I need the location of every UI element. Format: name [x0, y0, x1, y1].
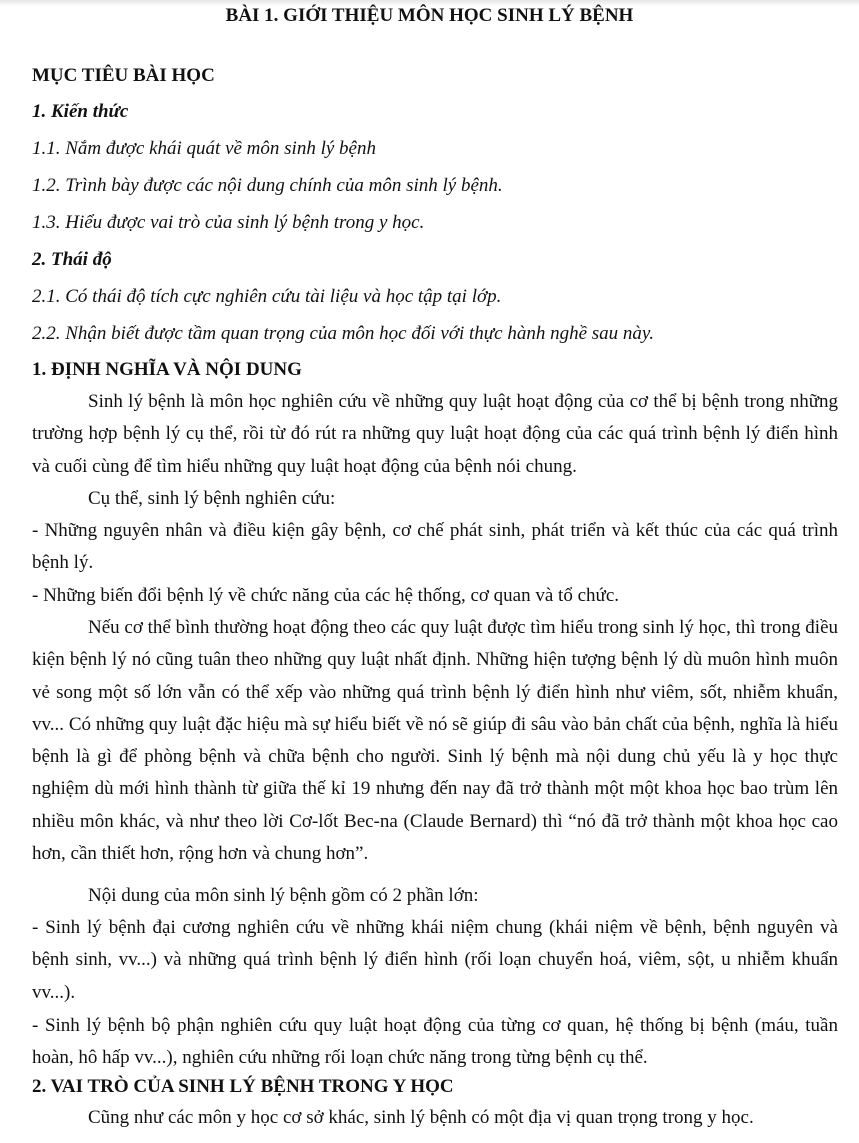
knowledge-heading: 1. Kiến thức [32, 101, 129, 122]
section2-heading: 2. VAI TRÒ CỦA SINH LÝ BỆNH TRONG Y HỌC [32, 1076, 454, 1097]
paragraph: Nội dung của môn sinh lý bệnh gồm có 2 phần lớn: [88, 885, 479, 906]
section1-heading: 1. ĐỊNH NGHĨA VÀ NỘI DUNG [32, 359, 302, 380]
bullet-item: - Sinh lý bệnh đại cương nghiên cứu về những khái niệm chung (khái niệm về bệnh, bệnh nguyên và bệnh sinh, vv...) và những quá trình bệnh lý điển hình (rối loạn chuyển hoá, viêm, sột, u nhiễm khuẩn vv...). [32, 917, 838, 1003]
objective-item: 2.2. Nhận biết được tầm quan trọng của môn học đối với thực hành nghề sau này. [32, 323, 655, 344]
objective-item: 1.2. Trình bày được các nội dung chính của môn sinh lý bệnh. [32, 175, 503, 196]
document-title: BÀI 1. GIỚI THIỆU MÔN HỌC SINH LÝ BỆNH [225, 5, 634, 26]
bullet-item: - Sinh lý bệnh bộ phận nghiên cứu quy luật hoạt động của từng cơ quan, hệ thống bị bệnh (máu, tuần hoàn, hô hấp vv...), nghiên cứu những rối loạn chức năng trong từng bệnh cụ thể. [32, 1015, 838, 1069]
attitude-heading: 2. Thái độ [32, 249, 112, 270]
bullet-item: - Những biến đổi bệnh lý về chức năng của các hệ thống, cơ quan và tổ chức. [32, 585, 619, 606]
objective-item: 1.3. Hiểu được vai trò của sinh lý bệnh trong y học. [32, 212, 425, 233]
objective-item: 1.1. Nắm được khái quát về môn sinh lý bệnh [32, 138, 376, 159]
paragraph: Nếu cơ thể bình thường hoạt động theo các quy luật được tìm hiểu trong sinh lý học, thì trong điều kiện bệnh lý nó cũng tuân theo những quy luật nhất định. Những hiện tượng bệnh lý dù muôn hình muôn vẻ song một số lớn vẫn có thể xếp vào những quá trình bệnh lý điển hình như viêm, sốt, nhiễm khuẩn, vv... Có những quy luật đặc hiệu mà sự hiểu biết về nó sẽ giúp đi sâu vào bản chất của bệnh, nghĩa là hiểu bệnh là gì để phòng bệnh và chữa bệnh cho người. Sinh lý bệnh mà nội dung chủ yếu là y học thực nghiệm dù mới hình thành từ giữa thế kỉ 19 nhưng đến nay đã trở thành một một khoa học bao trùm lên nhiều môn khác, và như theo lời Cơ-lốt Bec-na (Claude Bernard) thì “nó đã trở thành một khoa học cao hơn, cần thiết hơn, rộng hơn và chung hơn”. [32, 617, 838, 865]
paragraph: Cụ thể, sinh lý bệnh nghiên cứu: [88, 488, 336, 509]
paragraph: Sinh lý bệnh là môn học nghiên cứu về những quy luật hoạt động của cơ thể bị bệnh trong những trường hợp bệnh lý cụ thể, rồi từ đó rút ra những quy luật hoạt động của các quá trình bệnh lý điển hình và cuối cùng để tìm hiểu những quy luật hoạt động của bệnh nói chung. [32, 391, 838, 477]
objective-item: 2.1. Có thái độ tích cực nghiên cứu tài liệu và học tập tại lớp. [32, 286, 502, 307]
objectives-heading: MỤC TIÊU BÀI HỌC [32, 65, 215, 86]
paragraph: Cũng như các môn y học cơ sở khác, sinh lý bệnh có một địa vị quan trọng trong y học. [88, 1107, 754, 1128]
bullet-item: - Những nguyên nhân và điều kiện gây bệnh, cơ chế phát sinh, phát triển và kết thúc của các quá trình bệnh lý. [32, 520, 838, 574]
